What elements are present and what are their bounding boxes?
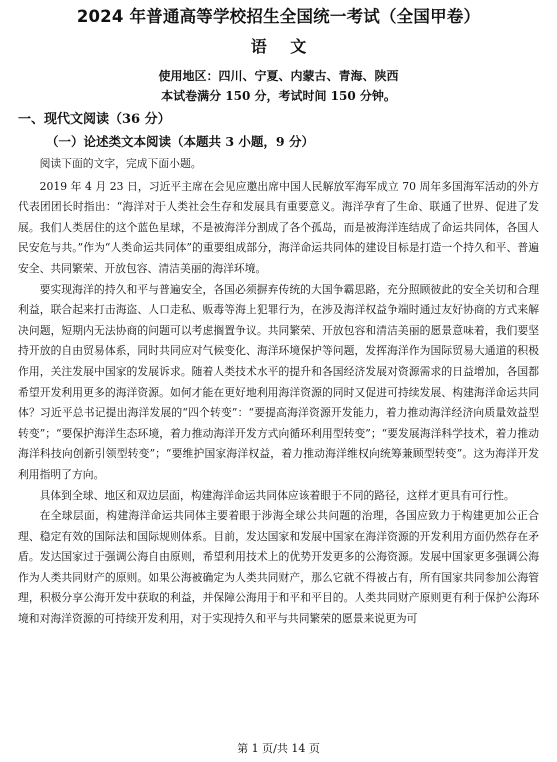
passage-paragraph-3: 具体到全球、地区和双边层面，构建海洋命运共同体应该着眼于不同的路径，这样才更具有可行性。 [39, 488, 515, 502]
section-heading: 一、现代文阅读（36 分） [18, 112, 171, 127]
subject-title: 语 文 [250, 37, 307, 56]
passage-paragraph-4: 在全球层面，构建海洋命运共同体主要着眼于涉海全球公共问题的治理，各国应致力于构建更加公正合理、稳定有效的国际法和国际规则体系。目前，发达国家和发展中国家在海洋资源的开发利用方面仍然存在矛盾。发达国家过于强调公海自由原则，希望利用技术上的优势开发更多的公海资源。发展中国家更多强调公海作为人类共同财产的原则。如果公海被确定为人类共同财产，那么它就不得被占有，所有国家共同参加公海管理，积极分享公海开发中获取的利益，并保障公海用于和平和平目的。人类共同财产原则更有利于保护公海环境和对海洋资源的可持续开发利用，对于实现持久和平与共同繁荣的愿景来说更为可 [18, 509, 539, 626]
page-footer: 第 1 页/共 14 页 [237, 742, 320, 755]
reading-instruction: 阅读下面的文字，完成下面小题。 [39, 157, 202, 170]
region-info: 使用地区：四川、宁夏、内蒙古、青海、陕西 [158, 69, 399, 83]
passage-paragraph-2: 要实现海洋的持久和平与普遍安全，各国必须摒弃传统的大国争霸思路，充分照顾彼此的安全关切和合理利益，联合起来打击海盗、人口走私、贩毒等海上犯罪行为，在涉及海洋权益争端时通过友好协商的方式来解决问题，短期内无法协商的问题可以考虑搁置争议。共同繁荣、开放包容和清洁美丽的愿景意味着，我们要坚持开放的自由贸易体系，同时共同应对气候变化、海洋环境保护等问题，发挥海洋作为国际贸易大通道的积极作用，关注发展中国家的发展诉求。随着人类技术水平的提升和各国经济发展对资源需求的日益增加，各国都希望开发利用更多的海洋资源。如何才能在更好地利用海洋资源的同时又促进可持续发展、构建海洋命运共同体？习近平总书记提出海洋发展的“四个转变”：“要提高海洋资源开发能力，着力推动海洋经济向质量效益型转变”；“要保护海洋生态环境，着力推动海洋开发方式向循环利用型转变”；“要发展海洋科学技术，着力推动海洋科技向创新引领型转变”；“要维护国家海洋权益，着力推动海洋维权向统筹兼顾型转变”。这为海洋开发利用指明了方向。 [18, 282, 539, 481]
exam-info: 本试卷满分 150 分，考试时间 150 分钟。 [161, 89, 396, 103]
exam-title: 2024 年普通高等学校招生全国统一考试（全国甲卷） [76, 7, 481, 26]
subsection-heading: （一）论述类文本阅读（本题共 3 小题，9 分） [46, 134, 314, 149]
passage-paragraph-1: 2019 年 4 月 23 日，习近平主席在会见应邀出席中国人民解放军海军成立 70 周年多国海军活动的外方代表团团长时指出：“海洋对于人类社会生存和发展具有重要意义。海洋孕育了生命、联通了世界、促进了发展。我们人类居住的这个蓝色星球，不是被海洋分割成了各个孤岛，而是被海洋连结成了命运共同体，各国人民安危与共。”作为“人类命运共同体”的重要组成部分，海洋命运共同体的建设目标是打造一个持久和平、普遍安全、共同繁荣、开放包容、清洁美丽的海洋环境。 [18, 179, 539, 275]
